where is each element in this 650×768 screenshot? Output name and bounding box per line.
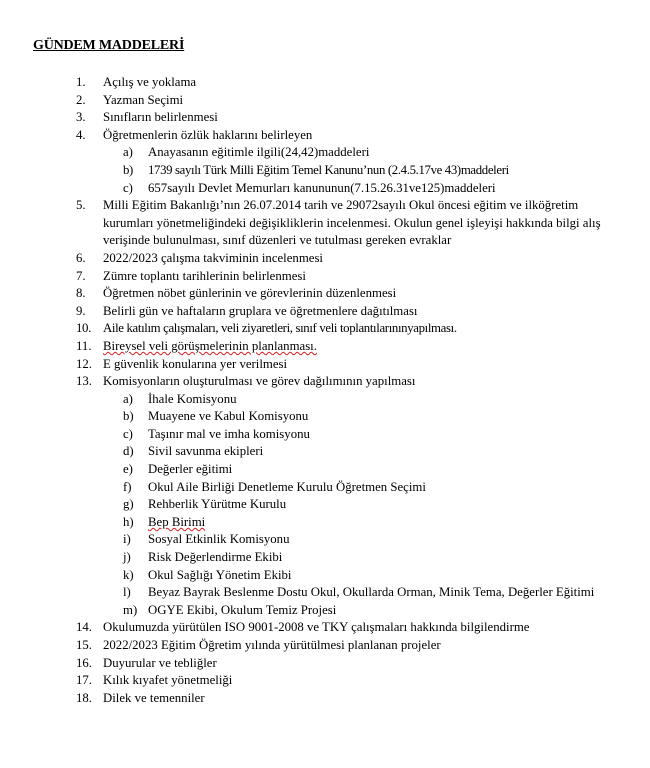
item-text: Bireysel veli görüşmelerinin planlanması. bbox=[103, 338, 317, 353]
agenda-item bbox=[0, 109, 650, 127]
sub-list bbox=[103, 391, 630, 620]
agenda-item bbox=[0, 338, 650, 356]
agenda-item bbox=[0, 637, 650, 655]
agenda-item bbox=[0, 690, 650, 708]
agenda-item bbox=[0, 373, 650, 619]
item-number: 3. bbox=[76, 110, 86, 125]
sub-item-text: 1739 sayılı Türk Milli Eğitim Temel Kanunu’nun (2.4.5.17ve 43)maddeleri bbox=[148, 162, 509, 177]
item-text: Duyurular ve tebliğler bbox=[103, 655, 217, 670]
agenda-item bbox=[0, 303, 650, 321]
item-number: 14. bbox=[76, 620, 92, 635]
sub-item-text: OGYE Ekibi, Okulum Temiz Projesi bbox=[148, 602, 337, 617]
sub-item bbox=[0, 408, 630, 426]
sub-item-letter: i) bbox=[123, 532, 131, 547]
agenda-list bbox=[0, 74, 650, 707]
agenda-item bbox=[0, 197, 650, 250]
sub-item bbox=[0, 496, 630, 514]
item-number: 2. bbox=[76, 92, 86, 107]
agenda-item bbox=[0, 74, 650, 92]
agenda-heading: GÜNDEM MADDELERİ bbox=[33, 38, 185, 53]
agenda-item bbox=[0, 356, 650, 374]
sub-item-text: Sivil savunma ekipleri bbox=[148, 444, 264, 459]
sub-item-text: 657sayılı Devlet Memurları kanununun(7.15.26.31ve125)maddeleri bbox=[148, 180, 496, 195]
item-text: Yazman Seçimi bbox=[103, 92, 184, 107]
sub-item bbox=[0, 426, 630, 444]
sub-item-letter: j) bbox=[123, 550, 131, 565]
sub-item-letter: c) bbox=[123, 426, 133, 441]
sub-item-letter: k) bbox=[123, 567, 134, 582]
sub-item bbox=[0, 584, 630, 602]
item-number: 5. bbox=[76, 198, 86, 213]
sub-item-letter: b) bbox=[123, 409, 134, 424]
sub-item bbox=[0, 479, 630, 497]
sub-item-text: Muayene ve Kabul Komisyonu bbox=[148, 409, 309, 424]
agenda-item bbox=[0, 127, 650, 197]
item-text: Okulumuzda yürütülen ISO 9001-2008 ve TKY çalışmaları hakkında bilgilendirme bbox=[103, 620, 530, 635]
sub-item-text: Anayasanın eğitimle ilgili(24,42)maddeleri bbox=[148, 145, 370, 160]
item-number: 12. bbox=[76, 356, 92, 371]
sub-item bbox=[0, 162, 630, 180]
sub-item-letter: h) bbox=[123, 514, 134, 529]
item-number: 18. bbox=[76, 690, 92, 705]
sub-item bbox=[0, 391, 630, 409]
item-text: Öğretmen nöbet günlerinin ve görevlerinin düzenlenmesi bbox=[103, 286, 397, 301]
sub-item-letter: e) bbox=[123, 462, 133, 477]
agenda-item bbox=[0, 285, 650, 303]
item-number: 13. bbox=[76, 374, 92, 389]
sub-item-letter: g) bbox=[123, 497, 134, 512]
item-number: 16. bbox=[76, 655, 92, 670]
sub-item-letter: d) bbox=[123, 444, 134, 459]
item-text: Milli Eğitim Bakanlığı’nın 26.07.2014 tarih ve 29072sayılı Okul öncesi eğitim ve ilköğretim kurumları yönetmeliğindeki değişikliklerin incelenmesi. Okulun genel işleyişi hakkında bilgi alış verişinde bulunulması, sınıf düzenleri ve tutulması gereken evraklar bbox=[103, 198, 601, 248]
item-number: 10. bbox=[76, 321, 91, 336]
agenda-item bbox=[0, 655, 650, 673]
item-number: 17. bbox=[76, 673, 92, 688]
sub-item bbox=[0, 567, 630, 585]
agenda-item bbox=[0, 250, 650, 268]
item-number: 4. bbox=[76, 127, 86, 142]
item-text: Sınıfların belirlenmesi bbox=[103, 110, 218, 125]
sub-item-text: Beyaz Bayrak Beslenme Dostu Okul, Okullarda Orman, Minik Tema, Değerler Eğitimi bbox=[148, 585, 595, 600]
sub-item-text: Değerler eğitimi bbox=[148, 462, 233, 477]
item-number: 11. bbox=[76, 338, 92, 353]
sub-item bbox=[0, 514, 630, 532]
sub-item-text: Risk Değerlendirme Ekibi bbox=[148, 550, 283, 565]
item-text: Dilek ve temenniler bbox=[103, 690, 205, 705]
item-text: E güvenlik konularına yer verilmesi bbox=[103, 356, 288, 371]
sub-item bbox=[0, 461, 630, 479]
item-text: Aile katılım çalışmaları, veli ziyaretleri, sınıf veli toplantılarınınyapılması. bbox=[103, 321, 457, 336]
item-text: Komisyonların oluşturulması ve görev dağılımının yapılması bbox=[103, 374, 416, 389]
sub-item-text: Taşınır mal ve imha komisyonu bbox=[148, 426, 310, 441]
sub-item-text: Sosyal Etkinlik Komisyonu bbox=[148, 532, 290, 547]
sub-item-letter: l) bbox=[123, 585, 131, 600]
sub-item-text: İhale Komisyonu bbox=[148, 391, 237, 406]
item-text: 2022/2023 Eğitim Öğretim yılında yürütülmesi planlanan projeler bbox=[103, 638, 441, 652]
agenda-item bbox=[0, 268, 650, 286]
item-text: Öğretmenlerin özlük haklarını belirleyen bbox=[103, 127, 313, 142]
sub-item bbox=[0, 602, 630, 620]
agenda-item bbox=[0, 92, 650, 110]
item-text: Belirli gün ve haftaların gruplara ve öğretmenlere dağıtılması bbox=[103, 303, 418, 318]
item-number: 1. bbox=[76, 75, 86, 89]
item-number: 9. bbox=[76, 303, 86, 318]
sub-item-letter: b) bbox=[123, 162, 133, 177]
sub-item-letter: m) bbox=[123, 602, 138, 617]
item-number: 15. bbox=[76, 638, 92, 652]
item-number: 7. bbox=[76, 268, 86, 283]
item-number: 8. bbox=[76, 286, 86, 301]
item-text: 2022/2023 çalışma takviminin incelenmesi bbox=[103, 250, 323, 265]
sub-item-text: Okul Sağlığı Yönetim Ekibi bbox=[148, 567, 292, 582]
sub-item-letter: a) bbox=[123, 391, 133, 406]
agenda-item bbox=[0, 672, 650, 690]
sub-item bbox=[0, 180, 630, 198]
sub-item bbox=[0, 144, 630, 162]
sub-item bbox=[0, 443, 630, 461]
item-text: Zümre toplantı tarihlerinin belirlenmesi bbox=[103, 268, 306, 283]
sub-item bbox=[0, 549, 630, 567]
agenda-item bbox=[0, 320, 650, 338]
sub-item-letter: f) bbox=[123, 479, 132, 494]
sub-item-letter: a) bbox=[123, 145, 133, 160]
sub-item-text: Bep Birimi bbox=[148, 514, 206, 529]
agenda-item bbox=[0, 619, 650, 637]
sub-item-text: Rehberlik Yürütme Kurulu bbox=[148, 497, 287, 512]
item-text: Kılık kıyafet yönetmeliği bbox=[103, 673, 233, 688]
item-number: 6. bbox=[76, 250, 86, 265]
sub-list bbox=[103, 144, 630, 197]
sub-item-text: Okul Aile Birliği Denetleme Kurulu Öğretmen Seçimi bbox=[148, 479, 426, 494]
sub-item bbox=[0, 531, 630, 549]
item-text: Açılış ve yoklama bbox=[103, 75, 197, 89]
sub-item-letter: c) bbox=[123, 180, 133, 195]
